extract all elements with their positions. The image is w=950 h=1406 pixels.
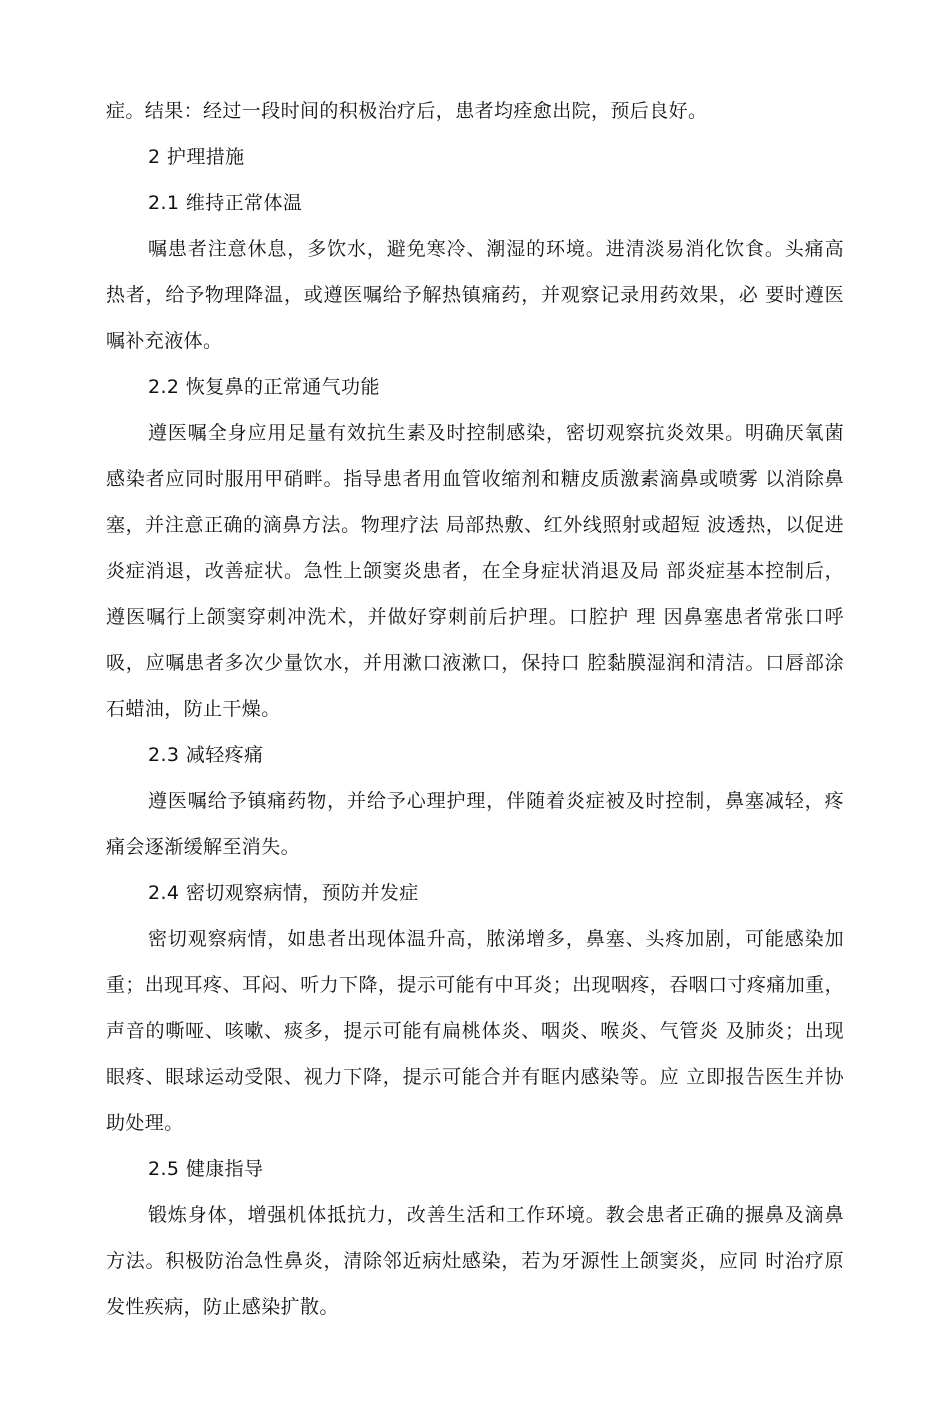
body-paragraph: 密切观察病情，如患者出现体温升高，脓涕增多，鼻塞、头疼加剧，可能感染加重；出现耳疼、耳闷、听力下降，提示可能有中耳炎；出现咽疼，吞咽口寸疼痛加重，声音的嘶哑、咳嗽、痰多，提示可能有扁桃体炎、咽炎、喉炎、气管炎 及肺炎；出现眼疼、眼球运动受限、视力下降，提示可能合并有眶内感染等。应 立即报告医生并协助处理。	[106, 928, 844, 1134]
body-paragraph: 嘱患者注意休息，多饮水，避免寒冷、潮湿的环境。进清淡易消化饮食。头痛高热者，给予物理降温，或遵医嘱给予解热镇痛药，并观察记录用药效果，必 要时遵医嘱补充液体。	[106, 238, 844, 352]
subsection-heading-2-3: 2.3 减轻疼痛	[148, 744, 264, 766]
intro-tail-paragraph: 症。结果：经过一段时间的积极治疗后，患者均痊愈出院，预后良好。	[106, 100, 708, 122]
subsection-heading-2-4: 2.4 密切观察病情，预防并发症	[148, 882, 419, 904]
body-paragraph: 锻炼身体，增强机体抵抗力，改善生活和工作环境。教会患者正确的搌鼻及滴鼻方法。积极防治急性鼻炎，清除邻近病灶感染，若为牙源性上颌窦炎，应同 时治疗原发性疾病，防止感染扩散。	[106, 1204, 844, 1318]
section-title: 2 护理措施	[148, 146, 245, 168]
subsection-heading-2-2: 2.2 恢复鼻的正常通气功能	[148, 376, 380, 398]
document-body	[106, 88, 844, 1330]
subsection-heading-2-1: 2.1 维持正常体温	[148, 192, 303, 214]
body-paragraph: 遵医嘱全身应用足量有效抗生素及时控制感染，密切观察抗炎效果。明确厌氧菌感染者应同时服用甲硝畔。指导患者用血管收缩剂和糖皮质激素滴鼻或喷雾 以消除鼻塞，并注意正确的滴鼻方法。物理疗法 局部热敷、红外线照射或超短 波透热，以促进炎症消退，改善症状。急性上颌窦炎患者，在全身症状消退及局 部炎症基本控制后，遵医嘱行上颌窦穿刺冲洗术，并做好穿刺前后护理。口腔护 理 因鼻塞患者常张口呼吸，应嘱患者多次少量饮水，并用漱口液漱口，保持口 腔黏膜湿润和清洁。口唇部涂石蜡油，防止干燥。	[106, 422, 844, 720]
subsection-heading-2-5: 2.5 健康指导	[148, 1158, 264, 1180]
body-paragraph: 遵医嘱给予镇痛药物，并给予心理护理，伴随着炎症被及时控制，鼻塞减轻，疼痛会逐渐缓解至消失。	[106, 790, 844, 858]
